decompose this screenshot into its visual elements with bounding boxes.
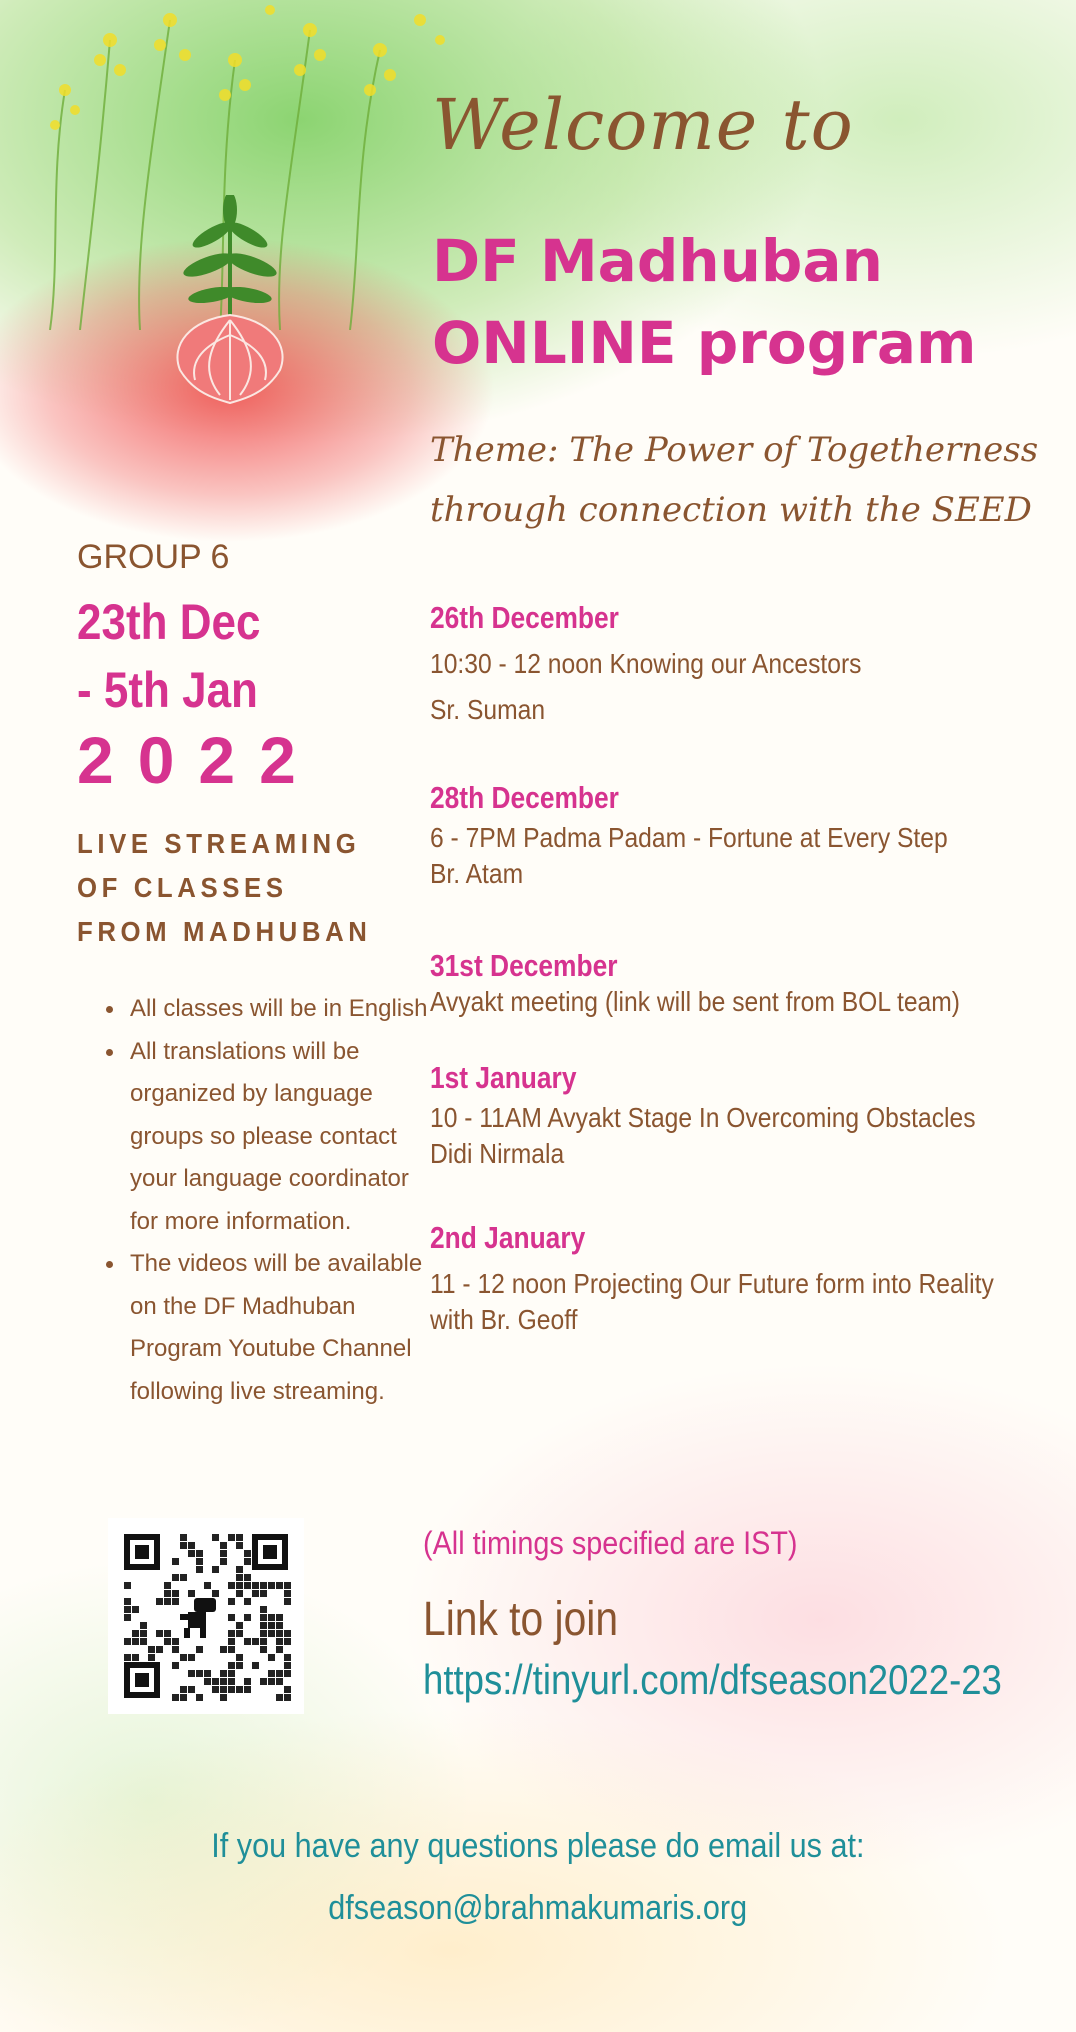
qr-module [236,1534,243,1541]
qr-module [276,1630,283,1637]
qr-module [196,1670,203,1677]
qr-module [132,1606,139,1613]
qr-module [228,1686,235,1693]
qr-module [276,1646,283,1653]
qr-module [276,1582,283,1589]
qr-module [188,1542,195,1549]
qr-module [276,1638,283,1645]
qr-module [172,1574,179,1581]
qr-module [220,1542,227,1549]
qr-module [284,1686,291,1693]
qr-module [260,1582,267,1589]
date-range [77,588,260,724]
qr-module [260,1630,267,1637]
schedule-day: 31st December [430,948,618,983]
schedule-item [430,948,1030,1018]
qr-module [212,1534,219,1541]
schedule-item [430,1060,1030,1170]
bullet-item: • All classes will be in English [126,988,436,1031]
qr-module [260,1606,267,1613]
qr-module [180,1654,187,1661]
qr-module [244,1550,251,1557]
live-streaming-heading [77,822,371,954]
qr-module [228,1598,235,1605]
qr-module [188,1670,195,1677]
welcome-heading: Welcome to [432,84,854,166]
qr-module [220,1670,227,1677]
qr-module [252,1638,259,1645]
qr-module [124,1606,131,1613]
qr-module [172,1694,179,1701]
bullet-item: • All translations will be organized by language groups so please contact your language coordinator for more information. [126,1031,436,1244]
schedule-day: 28th December [430,780,619,815]
qr-module [252,1582,259,1589]
qr-module [132,1638,139,1645]
qr-module [252,1662,259,1669]
qr-module [124,1598,131,1605]
qr-module [140,1622,147,1629]
schedule-item [430,600,1030,726]
qr-module [236,1686,243,1693]
qr-module [252,1590,259,1597]
qr-module [244,1582,251,1589]
live-line-3: FROM MADHUBAN [77,916,372,947]
program-title [432,220,976,384]
qr-module [284,1670,291,1677]
qr-module [268,1654,275,1661]
qr-module [148,1646,155,1653]
qr-module [180,1542,187,1549]
qr-module [228,1678,235,1685]
link-label: Link to join [423,1593,619,1646]
qr-module [156,1598,163,1605]
schedule-session: 6 - 7PM Padma Padam - Fortune at Every Step [430,822,948,853]
qr-module [244,1598,251,1605]
live-line-1: LIVE STREAMING [77,828,361,859]
qr-module [284,1598,291,1605]
qr-module [260,1590,267,1597]
schedule-speaker: Sr. Suman [430,694,546,725]
qr-module [188,1654,195,1661]
theme-line-1: Theme: The Power of Togetherness [430,430,1039,470]
qr-module [180,1534,187,1541]
qr-module [196,1694,203,1701]
qr-module [260,1622,267,1629]
live-line-2: OF CLASSES [77,872,288,903]
qr-module [244,1558,251,1565]
qr-module [228,1646,235,1653]
qr-module [172,1646,179,1653]
qr-module [284,1694,291,1701]
qr-module [204,1670,211,1677]
theme-text [430,420,1070,540]
qr-module [268,1630,275,1637]
schedule-session: Avyakt meeting (link will be sent from BOL team) [430,986,960,1017]
qr-module [140,1630,147,1637]
contact-text: If you have any questions please do email us at: [211,1827,865,1865]
qr-module [180,1694,187,1701]
qr-module [236,1542,243,1549]
qr-module [124,1614,131,1621]
date-line-2: - 5th Jan [77,662,258,718]
seedling-with-roots-icon [150,195,310,405]
qr-module [284,1630,291,1637]
schedule-item [430,1220,1030,1336]
qr-module [260,1678,267,1685]
qr-module [236,1582,243,1589]
qr-module [148,1654,155,1661]
qr-module [172,1598,179,1605]
qr-module [132,1630,139,1637]
qr-module [244,1614,251,1621]
qr-module [156,1646,163,1653]
qr-module [268,1678,275,1685]
qr-module [164,1582,171,1589]
qr-module [172,1638,179,1645]
year-text: 2022 [77,723,320,797]
qr-module [212,1686,219,1693]
qr-module [124,1638,131,1645]
schedule-session: 10:30 - 12 noon Knowing our Ancestors [430,648,862,679]
qr-module [268,1614,275,1621]
qr-module [268,1582,275,1589]
schedule-speaker: with Br. Geoff [430,1304,578,1335]
qr-module [268,1622,275,1629]
qr-module [220,1686,227,1693]
qr-module [124,1582,131,1589]
qr-module [236,1566,243,1573]
qr-module [212,1566,219,1573]
qr-module [260,1614,267,1621]
qr-module [236,1662,243,1669]
qr-module [244,1574,251,1581]
qr-module [284,1590,291,1597]
qr-module [284,1654,291,1661]
qr-module [228,1670,235,1677]
group-label: GROUP 6 [77,538,230,576]
qr-module [204,1582,211,1589]
schedule-session: 11 - 12 noon Projecting Our Future form into Reality [430,1268,994,1299]
qr-module [220,1558,227,1565]
qr-module [212,1590,219,1597]
qr-module [196,1646,203,1653]
qr-module [260,1646,267,1653]
qr-module [276,1678,283,1685]
qr-module [244,1638,251,1645]
qr-module [244,1678,251,1685]
qr-module [196,1558,203,1565]
qr-module [196,1550,203,1557]
qr-module [236,1622,243,1629]
qr-module [164,1598,171,1605]
qr-module [228,1662,235,1669]
date-line-1: 23th Dec [77,594,261,650]
contact-email[interactable]: dfseason@brahmakumaris.org [328,1889,748,1927]
qr-module [164,1590,171,1597]
qr-module [140,1638,147,1645]
qr-module [228,1534,235,1541]
qr-module [268,1670,275,1677]
qr-module [228,1630,235,1637]
qr-module [164,1630,171,1637]
qr-module [220,1550,227,1557]
qr-module [228,1614,235,1621]
qr-module [236,1630,243,1637]
qr-module [276,1670,283,1677]
qr-module [284,1662,291,1669]
qr-module [204,1678,211,1685]
qr-code-icon[interactable] [108,1518,304,1714]
schedule-item [430,780,1030,890]
qr-module [188,1590,195,1597]
qr-module [132,1654,139,1661]
qr-module [236,1654,243,1661]
qr-module [156,1630,163,1637]
join-link[interactable]: https://tinyurl.com/dfseason2022-23 [423,1656,1002,1703]
info-bullet-list [96,988,436,1413]
bullet-item: • The videos will be available on the DF Madhuban Program Youtube Channel following live streaming. [126,1243,436,1413]
qr-module [284,1638,291,1645]
theme-line-2: through connection with the SEED [430,490,1032,530]
schedule-day: 26th December [430,600,619,635]
qr-module [276,1622,283,1629]
qr-module [276,1614,283,1621]
qr-module [172,1662,179,1669]
qr-module [164,1638,171,1645]
qr-module [188,1686,195,1693]
timezone-note: (All timings specified are IST) [423,1525,798,1561]
qr-module [228,1582,235,1589]
schedule-speaker: Br. Atam [430,858,524,889]
qr-module [212,1678,219,1685]
qr-module [180,1574,187,1581]
contact-section [0,1815,1076,1939]
qr-module [196,1566,203,1573]
qr-module [236,1590,243,1597]
qr-module [172,1558,179,1565]
qr-module [180,1686,187,1693]
qr-module [220,1678,227,1685]
qr-module [228,1638,235,1645]
qr-module [188,1550,195,1557]
title-line-2: ONLINE program [432,309,977,377]
qr-module [260,1638,267,1645]
qr-module [124,1654,131,1661]
qr-module [236,1574,243,1581]
qr-module [284,1582,291,1589]
qr-module [172,1590,179,1597]
qr-module [244,1686,251,1693]
title-line-1: DF Madhuban [432,227,883,295]
schedule-day: 2nd January [430,1220,586,1255]
schedule-speaker: Didi Nirmala [430,1138,565,1169]
qr-module [220,1646,227,1653]
qr-module [220,1694,227,1701]
qr-module [276,1694,283,1701]
schedule-session: 10 - 11AM Avyakt Stage In Overcoming Obstacles [430,1102,976,1133]
schedule-day: 1st January [430,1060,577,1095]
